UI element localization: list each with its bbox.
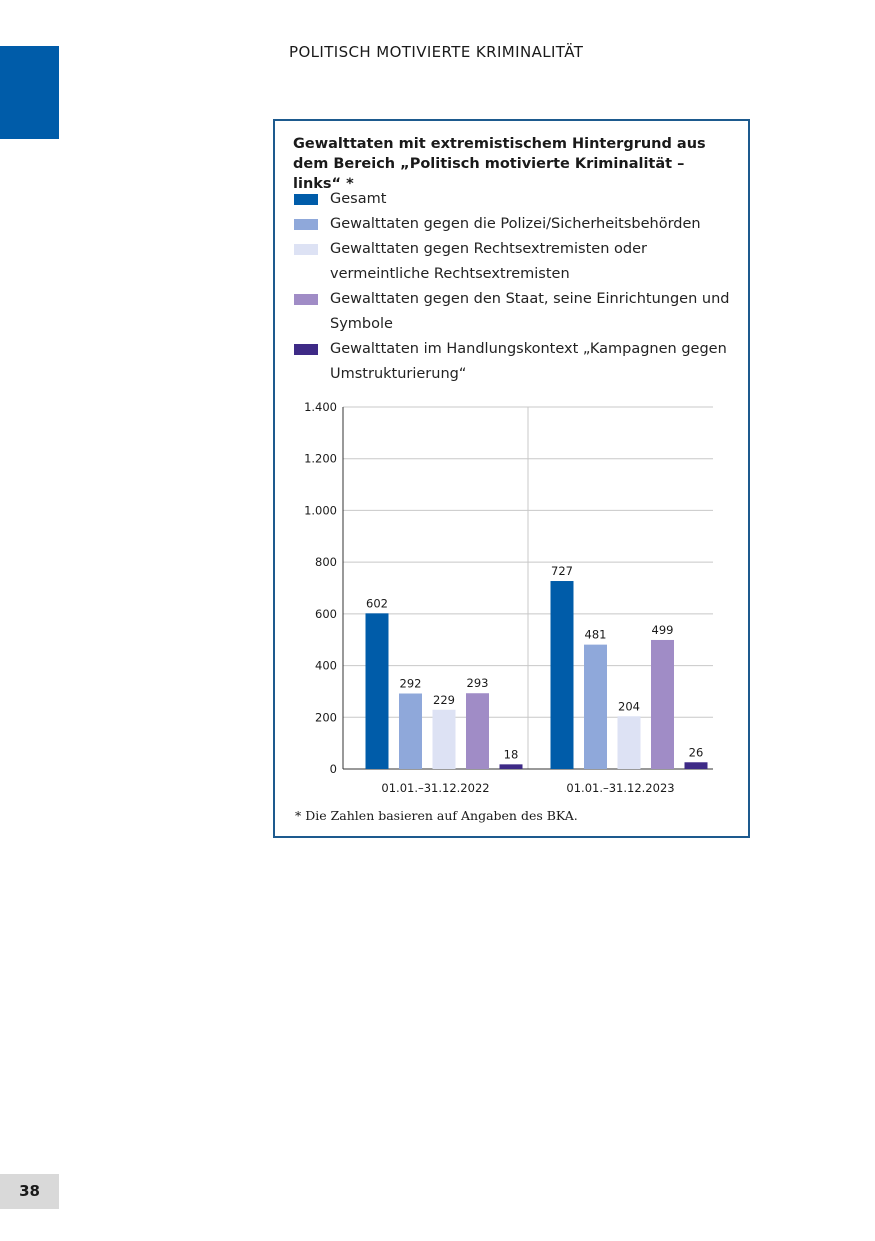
- bar-value-label: 292: [399, 676, 422, 691]
- x-category-label: 01.01.–31.12.2023: [566, 781, 675, 795]
- chapter-tab: [0, 46, 59, 139]
- bar-value-label: 481: [584, 627, 607, 642]
- bar-value-label: 26: [688, 745, 704, 760]
- bar: [551, 581, 574, 769]
- bar: [651, 640, 674, 769]
- legend-label: Gewalttaten gegen Rechtsextremisten oder vermeintliche Rechtsextremisten: [330, 241, 647, 282]
- legend-label: Gewalttaten gegen den Staat, seine Einrichtungen und Symbole: [330, 291, 730, 332]
- bar: [399, 693, 422, 769]
- chart-box: [273, 119, 750, 838]
- y-tick-label: 0: [329, 762, 337, 776]
- running-title: POLITISCH MOTIVIERTE KRIMINALITÄT: [289, 43, 584, 61]
- legend-label: Gewalttaten gegen die Polizei/Sicherheitsbehörden: [330, 216, 701, 232]
- bar-value-label: 204: [618, 699, 640, 714]
- y-tick-label: 400: [315, 658, 337, 673]
- page-number: 38: [0, 1174, 59, 1209]
- bar-value-label: 293: [466, 676, 489, 691]
- y-tick-label: 1.200: [304, 451, 337, 466]
- bar: [618, 716, 641, 769]
- bar: [584, 645, 607, 769]
- bar: [500, 764, 523, 769]
- y-tick-label: 1.400: [304, 400, 337, 414]
- bar-value-label: 229: [433, 692, 455, 707]
- bar: [466, 693, 489, 769]
- bar: [433, 710, 456, 769]
- chart-footnote: * Die Zahlen basieren auf Angaben des BKA.: [295, 808, 578, 823]
- legend-label: Gesamt: [330, 191, 387, 207]
- bar: [685, 762, 708, 769]
- bar-value-label: 727: [551, 564, 573, 579]
- bar-value-label: 499: [651, 622, 674, 637]
- x-category-label: 01.01.–31.12.2022: [381, 781, 490, 795]
- y-tick-label: 600: [315, 606, 337, 621]
- y-tick-label: 1.000: [304, 503, 337, 518]
- bar-value-label: 18: [503, 747, 519, 762]
- y-tick-label: 200: [315, 710, 337, 725]
- bar-value-label: 602: [366, 596, 388, 611]
- bar-chart-plot: [275, 121, 748, 836]
- y-tick-label: 800: [315, 555, 337, 570]
- chart-title: Gewalttaten mit extremistischem Hintergrund aus dem Bereich „Politisch motivierte Kriminalität – links“ *: [293, 136, 706, 192]
- bar: [366, 613, 389, 769]
- legend-label: Gewalttaten im Handlungskontext „Kampagnen gegen Umstrukturierung“: [330, 341, 727, 382]
